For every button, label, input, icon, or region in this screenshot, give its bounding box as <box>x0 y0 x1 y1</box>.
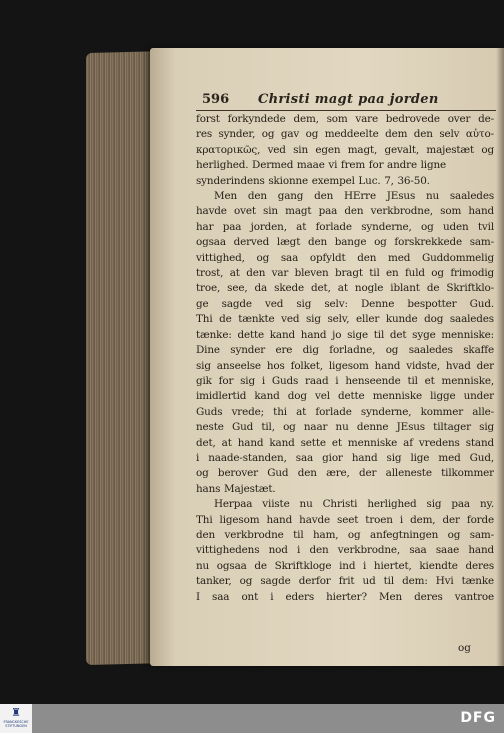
institution-icon: ♜ <box>11 706 21 719</box>
text-line: den verkbrodne til ham, og anfegtningen og sam- <box>196 528 494 541</box>
text-line: vittighedens nod i den verkbrodne, saa saae hand <box>196 544 494 557</box>
text-line: hans Majestæt. <box>196 482 276 495</box>
text-line: Thi ligesom hand havde seet troen i dem, der forde <box>196 513 494 526</box>
library-logo[interactable] <box>0 704 32 733</box>
text-line: har paa jorden, at forlade synderne, og uden tvil <box>196 220 494 233</box>
text-line: I saa ont i eders hierter? Men deres vantroe <box>196 590 494 603</box>
header-rule <box>196 110 496 111</box>
text-line: κρατορικῶς, ved sin egen magt, gevalt, majestæt og <box>196 143 494 156</box>
text-line: trost, at den var bleven bragt til en fuld og frimodig <box>196 267 494 280</box>
text-line: herlighed. Dermed maae vi frem for andre ligne <box>196 159 446 172</box>
text-line: imidlertid kand dog vel dette menniske ligge under <box>196 390 494 403</box>
text-line: nu ogsaa de Skriftkloge ind i hiertet, kiendte deres <box>196 559 494 572</box>
catchword: og <box>458 642 471 654</box>
page-number: 596 <box>202 92 230 107</box>
text-line: Men den gang den HErre JEsus nu saaledes <box>214 190 494 203</box>
viewer-footer <box>0 704 504 733</box>
page-header <box>198 92 498 112</box>
page-text <box>196 112 494 605</box>
text-line: Guds vrede; thi at forlade synderne, kommer alle- <box>196 405 494 418</box>
text-line: sig anseelse hos folket, ligesom hand vidste, hvad der <box>196 359 494 372</box>
text-line: vittighed, og saa opfyldt den med Guddommelig <box>196 251 494 264</box>
book-page <box>150 48 504 666</box>
text-line: troe, see, da skede det, at nogle iblant de Skriftklo- <box>196 282 494 295</box>
text-line: Thi de tænkte ved sig selv, eller kunde dog saaledes <box>196 313 494 326</box>
text-line: havde ovet sin magt paa den verkbrodne, som hand <box>196 205 494 218</box>
text-line: neste Gud til, og naar nu denne JEsus tiltager sig <box>196 421 494 434</box>
library-name: FRANCKESCHE STIFTUNGEN <box>3 720 29 728</box>
text-line: Dine synder ere dig forladne, og saaledes skaffe <box>196 344 494 357</box>
text-line: res synder, og gav og meddeelte dem den selv αὐτο- <box>196 128 494 141</box>
page-gutter-shadow <box>496 48 504 666</box>
text-line: tænke: dette kand hand jo sige til det syge menniske: <box>196 328 494 341</box>
text-line: Herpaa viiste nu Christi herlighed sig paa ny. <box>214 498 494 511</box>
text-line: forst forkyndede dem, som vare bedrovede over de- <box>196 113 494 125</box>
text-line: og berover Gud den ære, der alleneste tilkommer <box>196 467 494 480</box>
text-line: tanker, og sagde derfor frit ud til dem: Hvi tænke <box>196 575 494 588</box>
text-line: ge sagde ved sig selv: Denne bespotter Gud. <box>196 297 494 310</box>
text-line: i naade-standen, saa gior hand sig lige med Gud, <box>196 451 494 464</box>
text-line: gik for sig i Guds raad i henseende til et menniske, <box>196 374 494 387</box>
dfg-logo[interactable]: DFG <box>460 710 496 726</box>
text-line: synderindens skionne exempel Luc. 7, 36-50. <box>196 174 430 187</box>
text-line: ogsaa derved lægt den bange og forskrekkede sam- <box>196 236 494 249</box>
running-head: Christi magt paa jorden <box>258 92 439 107</box>
text-line: det, at hand kand sette et menniske af vredens stand <box>196 436 494 449</box>
